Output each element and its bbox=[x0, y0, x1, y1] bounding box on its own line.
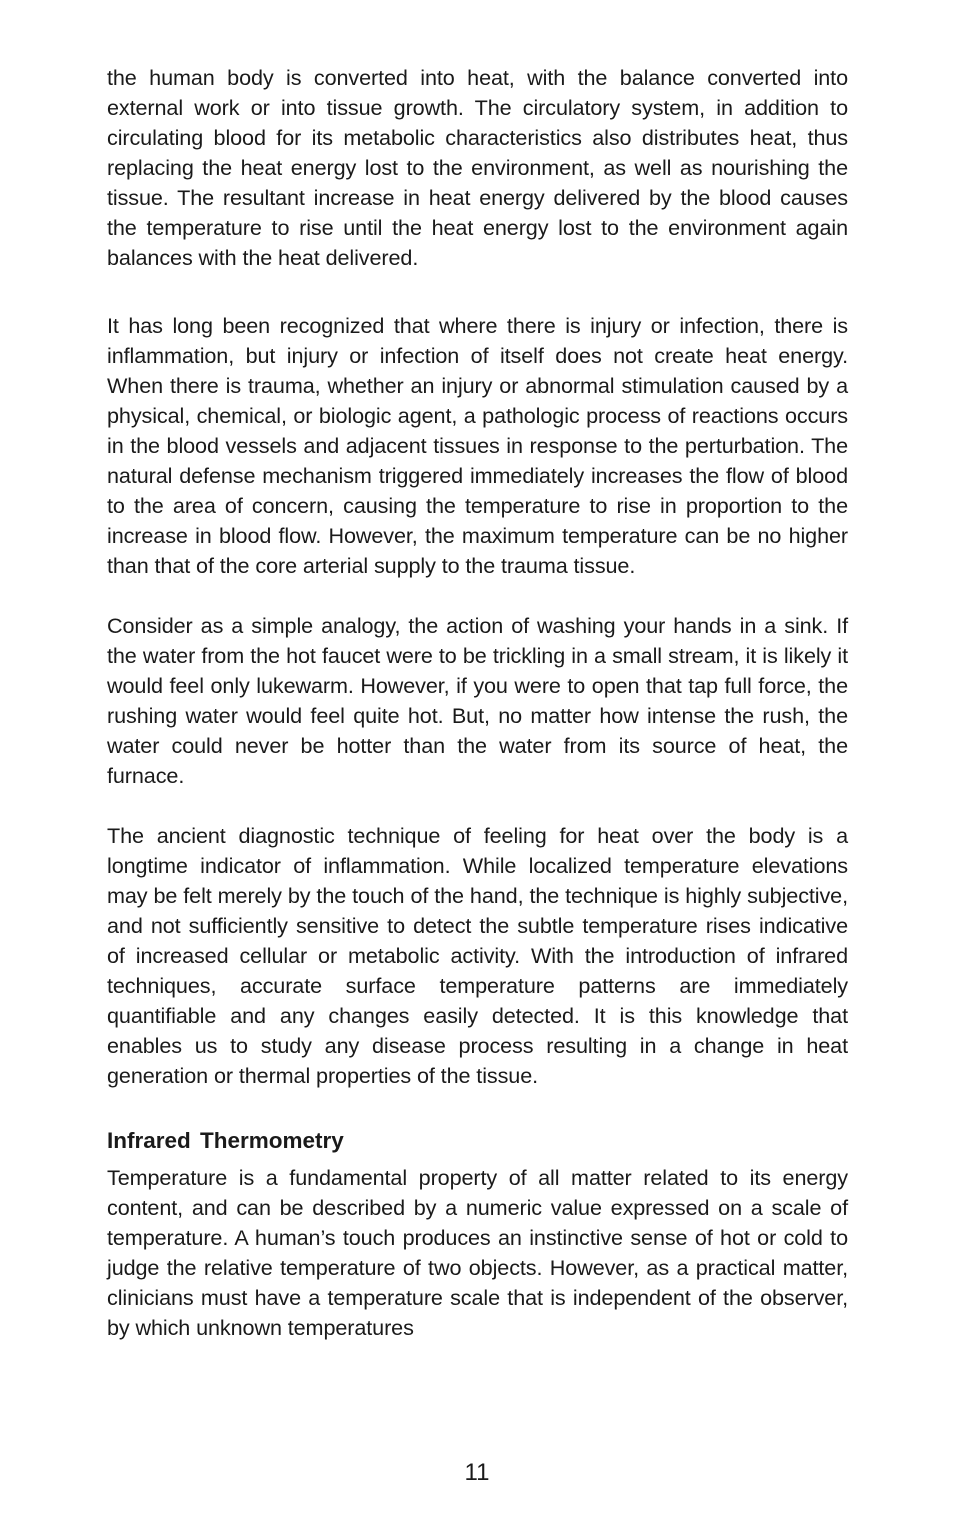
page-content bbox=[107, 63, 848, 1343]
section-heading: Infrared Thermometry bbox=[107, 1128, 344, 1153]
body-paragraph-2: It has long been recognized that where there is injury or infection, there is inflammation, but injury or infection of itself does not create heat energy. When there is trauma, whether an injury or abnormal stimulation caused by a physical, chemical, or biologic agent, a pathologic process of reactions occurs in the blood vessels and adjacent tissues in response to the perturbation. The natural defense mechanism triggered immediately increases the flow of blood to the area of concern, causing the temperature to rise in proportion to the increase in blood flow. However, the maximum temperature can be no higher than that of the core arterial supply to the trauma tissue. bbox=[107, 313, 848, 578]
page-number: 11 bbox=[464, 1459, 490, 1486]
body-paragraph-1: the human body is converted into heat, with the balance converted into external work or into tissue growth. The circulatory system, in addition to circulating blood for its metabolic characteristics also distributes heat, thus replacing the heat energy lost to the environment, as well as nourishing the tissue. The resultant increase in heat energy delivered by the blood causes the temperature to rise until the heat energy lost to the environment again balances with the heat delivered. bbox=[107, 65, 848, 270]
body-paragraph-4: The ancient diagnostic technique of feeling for heat over the body is a longtime indicator of inflammation. While localized temperature elevations may be felt merely by the touch of the hand, the technique is highly subjective, and not sufficiently sensitive to detect the subtle temperature rises indicative of increased cellular or metabolic activity. With the introduction of infrared techniques, accurate surface temperature patterns are immediately quantifiable and any changes easily detected. It is this knowledge that enables us to study any disease process resulting in a change in heat generation or thermal properties of the tissue. bbox=[107, 823, 848, 1088]
section-paragraph: Temperature is a fundamental property of all matter related to its energy content, and can be described by a numeric value expressed on a scale of temperature. A human’s touch produces an instinctive sense of hot or cold to judge the relative temperature of two objects. However, as a practical matter, clinicians must have a temperature scale that is independent of the observer, by which unknown temperatures bbox=[107, 1165, 848, 1340]
body-paragraph-3: Consider as a simple analogy, the action of washing your hands in a sink. If the water from the hot faucet were to be trickling in a small stream, it is likely it would feel only lukewarm. However, if you were to open that tap full force, the rushing water would feel quite hot. But, no matter how intense the rush, the water could never be hotter than the water from its source of heat, the furnace. bbox=[107, 613, 848, 788]
